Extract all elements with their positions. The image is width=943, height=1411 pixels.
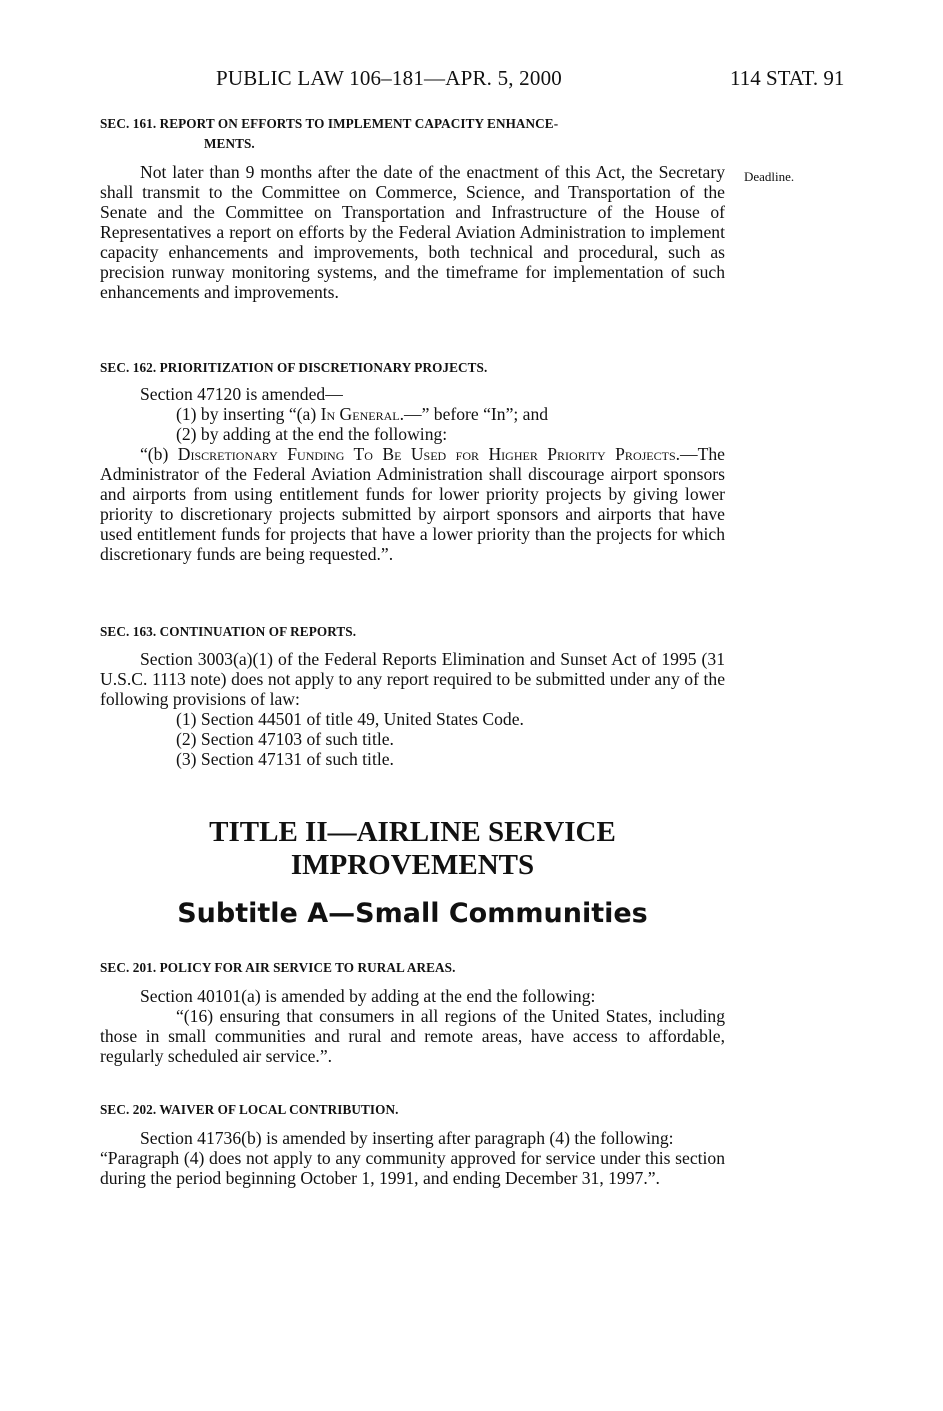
sec-163-item-2: (2) Section 47103 of such title. bbox=[176, 729, 394, 749]
sec-202-body bbox=[100, 1128, 725, 1188]
sec-162-quote: “(b) Discretionary Funding To Be Used for Higher Priority Projects.—The Administrator of the Federal Aviation Administration shall discourage airport sponsors and airports from using entitlement funds for lower priority projects by giving lower priority to discretionary projects submitted by airport sponsors and airports that have used entitlement funds for projects that have a lower priority than the projects for which discretionary funds are being requested.”. bbox=[100, 444, 725, 564]
sec-162-item-1: (1) by inserting “(a) In General.—” before “In”; and bbox=[176, 404, 549, 424]
sec-202-heading: SEC. 202. WAIVER OF LOCAL CONTRIBUTION. bbox=[100, 1102, 399, 1117]
sec-163-item-3: (3) Section 47131 of such title. bbox=[176, 749, 394, 769]
sec-163-heading: SEC. 163. CONTINUATION OF REPORTS. bbox=[100, 624, 357, 639]
sec-201-heading: SEC. 201. POLICY FOR AIR SERVICE TO RURAL AREAS. bbox=[100, 960, 456, 975]
sec-163-body bbox=[100, 649, 725, 769]
title-line-1: TITLE II—AIRLINE SERVICE bbox=[209, 816, 616, 848]
sec-162-item-2: (2) by adding at the end the following: bbox=[176, 424, 448, 444]
running-header-page: 114 STAT. 91 bbox=[730, 66, 845, 90]
margin-note-deadline: Deadline. bbox=[744, 169, 795, 184]
sec-201-quote: “(16) ensuring that consumers in all regions of the United States, including those in small communities and rural and remote areas, have access to affordable, regularly scheduled air service.”. bbox=[100, 1006, 725, 1066]
sec-202-quote: “Paragraph (4) does not apply to any community approved for service under this section during the period beginning October 1, 1991, and ending December 31, 1997.”. bbox=[100, 1148, 725, 1188]
title-heading bbox=[100, 816, 725, 882]
title-line-2: IMPROVEMENTS bbox=[290, 849, 535, 881]
sec-162-intro: Section 47120 is amended— bbox=[140, 384, 343, 404]
sec-163-item-1: (1) Section 44501 of title 49, United States Code. bbox=[176, 709, 524, 729]
sec-201-intro: Section 40101(a) is amended by adding at the end the following: bbox=[140, 986, 596, 1006]
sec-201-body bbox=[100, 986, 725, 1066]
sec-163-paragraph: Section 3003(a)(1) of the Federal Reports Elimination and Sunset Act of 1995 (31 U.S.C. 1113 note) does not apply to any report required to be submitted under any of the following provisions of law: bbox=[100, 649, 725, 709]
sec-161-body bbox=[100, 162, 725, 302]
sec-161-heading-line1: SEC. 161. REPORT ON EFFORTS TO IMPLEMENT CAPACITY ENHANCE- bbox=[100, 116, 559, 131]
sec-161-heading-line2: MENTS. bbox=[204, 136, 255, 151]
sec-161-paragraph: Not later than 9 months after the date of the enactment of this Act, the Secretary shall transmit to the Committee on Commerce, Science, and Transportation of the Senate and the Committee on Transportation and Infrastructure of the House of Representatives a report on efforts by the Federal Aviation Administration to implement capacity enhancements and improvements, both technical and procedural, such as precision runway monitoring systems, and the timeframe for implementation of such enhancements and improvements. bbox=[100, 162, 725, 302]
sec-162-heading: SEC. 162. PRIORITIZATION OF DISCRETIONARY PROJECTS. bbox=[100, 360, 488, 375]
sec-202-intro: Section 41736(b) is amended by inserting after paragraph (4) the following: bbox=[140, 1128, 674, 1148]
running-header-title: PUBLIC LAW 106–181—APR. 5, 2000 bbox=[216, 66, 562, 90]
sec-162-body bbox=[100, 384, 725, 564]
sec-161-heading bbox=[100, 114, 725, 154]
subtitle-heading: Subtitle A—Small Communities bbox=[177, 898, 648, 929]
